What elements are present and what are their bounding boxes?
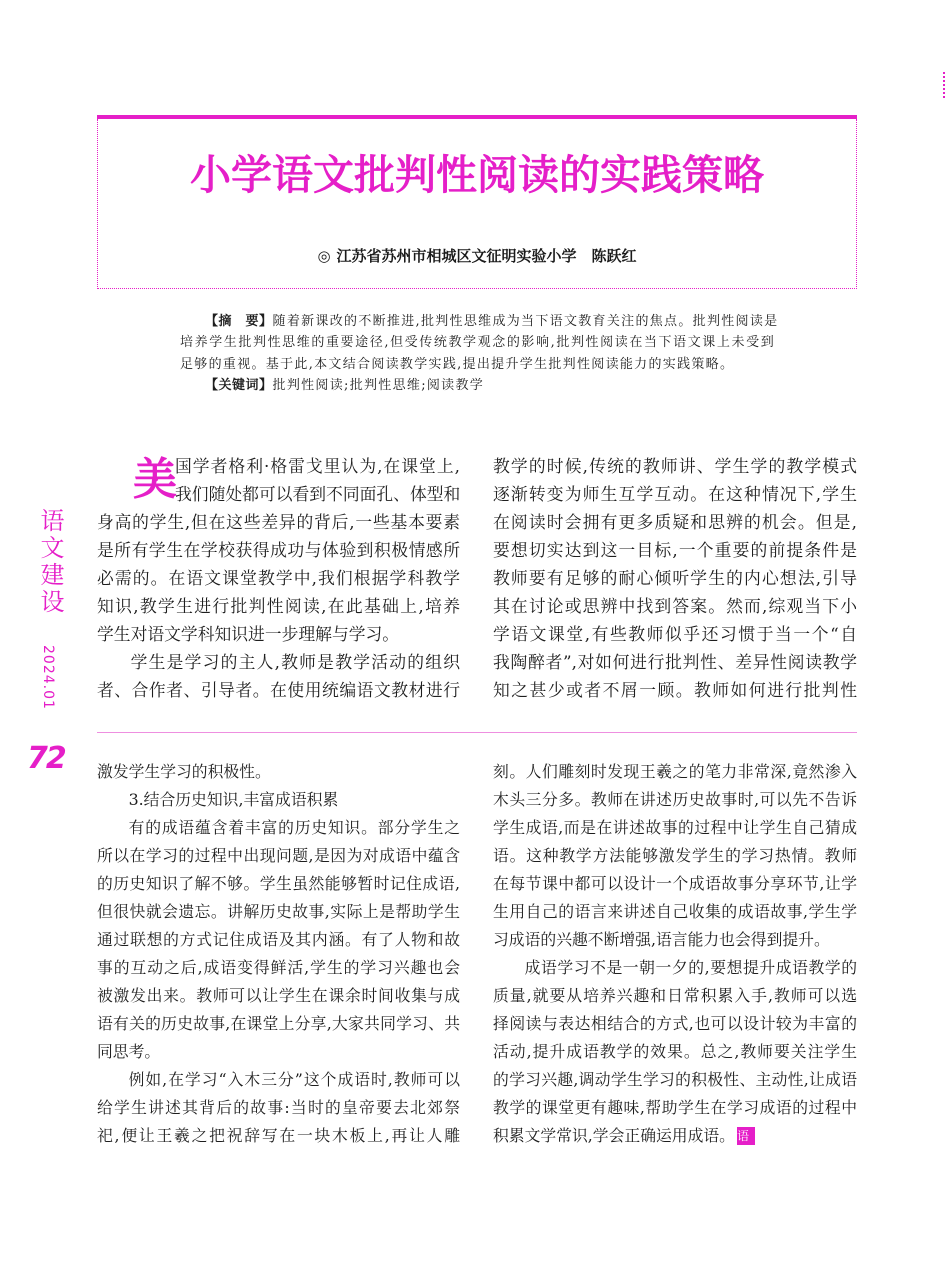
body-line: 身高的学生,但在这些差异的背后,一些基本要素: [97, 512, 460, 532]
section-separator: [97, 732, 857, 733]
body-line: 知识,教学生进行批判性阅读,在此基础上,培养: [97, 596, 460, 616]
body-line: 通过联想的方式记住成语及其内涵。有了人物和故: [97, 930, 460, 949]
body-line: 祀,便让王羲之把祝辞写在一块木板上,再让人雕: [97, 1126, 460, 1145]
abstract-block: [180, 311, 779, 396]
body-line: 学语文课堂,有些教师似乎还习惯于当一个“自: [493, 624, 857, 644]
abstract-label: 【摘 要】: [205, 314, 273, 329]
corner-registration-mark: [943, 72, 945, 98]
body-line: 语有关的历史故事,在课堂上分享,大家共同学习、共: [97, 1014, 460, 1033]
body-line: 所以在学习的过程中出现问题,是因为对成语中蕴含: [97, 846, 460, 865]
body-line: 刻。人们雕刻时发现王羲之的笔力非常深,竟然渗入: [493, 762, 857, 781]
body-line: 其在讨论或思辨中找到答案。然而,综观当下小: [493, 596, 857, 616]
body-line: 激发学生学习的积极性。: [97, 762, 271, 781]
body-line: 质量,就要从培养兴趣和日常积累入手,教师可以选: [493, 986, 857, 1005]
body-line: 逐渐转变为师生互学互动。在这种情况下,学生: [493, 484, 857, 504]
abstract-line: 培养学生批判性思维的重要途径,但受传统教学观念的影响,批判性阅读在当下语文课上未受到: [180, 335, 775, 351]
body-line: 成语学习不是一朝一夕的,要想提升成语教学的: [524, 958, 857, 977]
abstract-line: 足够的重视。基于此,本文结合阅读教学实践,提出提升学生批判性阅读能力的实践策略。: [180, 356, 735, 372]
body-line: 的学习兴趣,调动学生学习的积极性、主动性,让成语: [493, 1070, 857, 1089]
abstract-text: 随着新课改的不断推进,批判性思维成为当下语文教育关注的焦点。批判性阅读是: [272, 314, 779, 329]
body-line: 例如,在学习“入木三分”这个成语时,教师可以: [128, 1070, 460, 1089]
issue-number: 2024.01: [40, 645, 56, 710]
continued-left-column: [97, 758, 460, 1150]
body-line: 是所有学生在学校获得成功与体验到积极情感所: [97, 540, 460, 560]
body-line: 给学生讲述其背后的故事:当时的皇帝要去北郊祭: [97, 1098, 460, 1117]
page-number: 72: [27, 741, 65, 776]
author-affiliation: 江苏省苏州市相城区文征明实验小学 陈跃红: [336, 247, 637, 265]
body-line: 的历史知识了解不够。学生虽然能够暂时记住成语,: [97, 874, 460, 893]
body-line: 者、合作者、引导者。在使用统编语文教材进行: [97, 680, 460, 700]
body-line: 国学者格利·格雷戈里认为,在课堂上,: [175, 456, 460, 476]
body-line: 木头三分多。教师在讲述历史故事时,可以先不告诉: [493, 790, 857, 809]
body-line: 有的成语蕴含着丰富的历史知识。部分学生之: [128, 818, 460, 837]
journal-name: 语文建设: [36, 508, 64, 616]
body-line: 学生成语,而是在讲述故事的过程中让学生自己猜成: [493, 818, 857, 837]
body-line: 我陶醉者”,对如何进行批判性、差异性阅读教学: [493, 652, 857, 672]
body-line: 习成语的兴趣不断增强,语言能力也会得到提升。: [493, 930, 830, 949]
body-line: 被激发出来。教师可以让学生在课余时间收集与成: [97, 986, 460, 1005]
body-line: 我们随处都可以看到不同面孔、体型和: [175, 484, 461, 504]
abstract-line: [180, 311, 779, 332]
body-line: 生用自己的语言来讲述自己收集的成语故事,学生学: [493, 902, 857, 921]
keywords-text: 批判性阅读;批判性思维;阅读教学: [272, 377, 485, 393]
continued-right-column: [493, 758, 857, 1150]
body-line: 必需的。在语文课堂教学中,我们根据学科教学: [97, 568, 460, 588]
body-line: 教师要有足够的耐心倾听学生的内心想法,引导: [493, 568, 857, 588]
body-line-text: 积累文学常识,学会正确运用成语。: [493, 1126, 735, 1145]
body-line: 学生对语文学科知识进一步理解与学习。: [97, 624, 400, 644]
body-line: 在阅读时会拥有更多质疑和思辨的机会。但是,: [493, 512, 857, 532]
author-line: [97, 245, 857, 267]
body-line: 择阅读与表达相结合的方式,也可以设计较为丰富的: [493, 1014, 857, 1033]
body-line: 同思考。: [97, 1042, 161, 1061]
intro-left-column: [97, 452, 460, 704]
body-line: 但很快就会遗忘。讲解历史故事,实际上是帮助学生: [97, 902, 460, 921]
article-title: 小学语文批判性阅读的实践策略: [190, 151, 764, 199]
body-line: 事的互动之后,成语变得鲜活,学生的学习兴趣也会: [97, 958, 460, 977]
keywords-line: [180, 375, 775, 396]
author-mark-icon: ◎: [317, 247, 331, 265]
final-body-line: [493, 1122, 857, 1150]
body-line: 知之甚少或者不屑一顾。教师如何进行批判性: [493, 680, 857, 700]
body-line: 活动,提升成语教学的效果。总之,教师要关注学生: [493, 1042, 857, 1061]
body-line: 学生是学习的主人,教师是教学活动的组织: [130, 652, 460, 672]
keywords-label: 【关键词】: [205, 377, 273, 393]
body-line: 语。这种教学方法能够激发学生的学习热情。教师: [493, 846, 857, 865]
body-line: 要想切实达到这一目标,一个重要的前提条件是: [493, 540, 857, 560]
body-line: 在每节课中都可以设计一个成语故事分享环节,让学: [493, 874, 857, 893]
end-mark-icon: 语: [737, 1127, 755, 1145]
body-line: 教学的时候,传统的教师讲、学生学的教学模式: [493, 456, 857, 476]
drop-cap: 美: [133, 454, 177, 505]
body-line: 教学的课堂更有趣味,帮助学生在学习成语的过程中: [493, 1098, 857, 1117]
section-heading: 3.结合历史知识,丰富成语积累: [128, 790, 339, 809]
intro-right-column: [493, 452, 857, 704]
